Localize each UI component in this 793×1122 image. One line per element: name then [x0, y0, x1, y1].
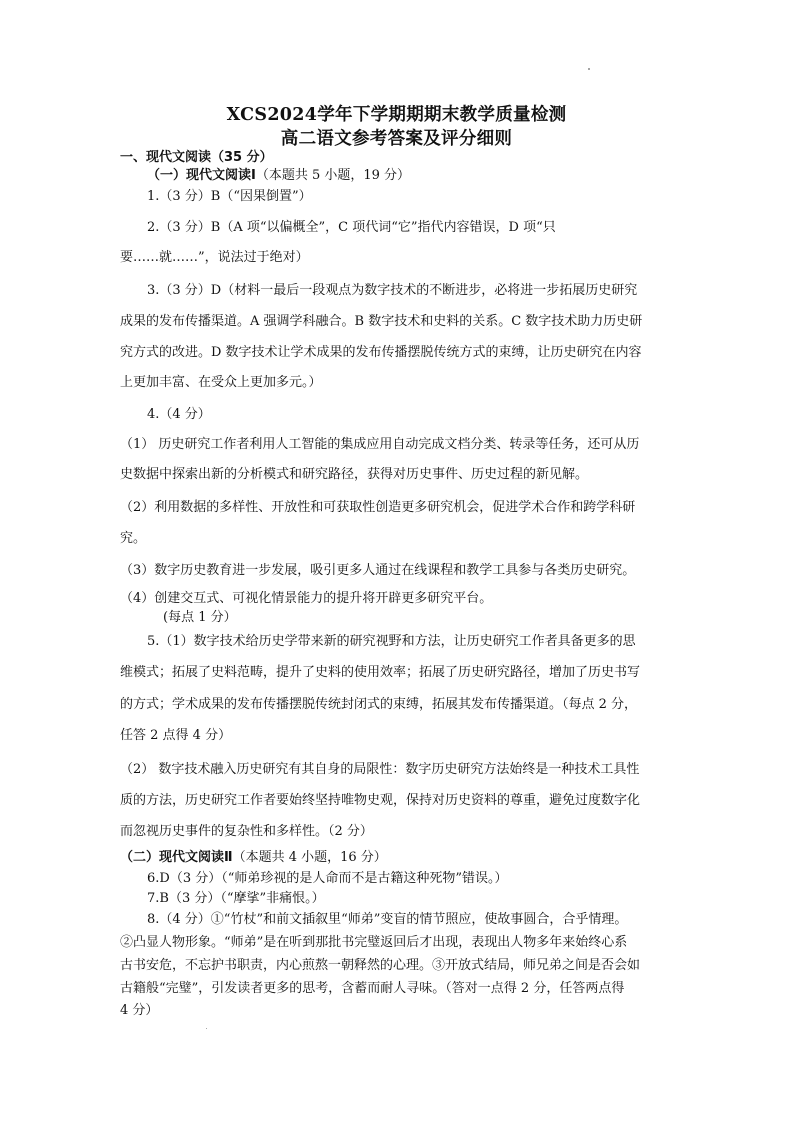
answer-q8-line5: 4 分） [120, 1003, 159, 1018]
subsection-heading-reading-2 [120, 850, 387, 866]
answer-q8-line4: 古籍般“完璧”，引发读者更多的思考，含蓄而耐人寻味。（答对一点得 2 分，任答两点得 [120, 981, 625, 996]
answer-q4-point4: （4）创建交互式、可视化情景能力的提升将开辟更多研究平台。 [120, 591, 493, 606]
answer-q7: 7.B（3 分）（“摩挲”非痛恨。） [147, 891, 325, 906]
subsection-heading-note: （本题共 5 小题，19 分） [255, 168, 411, 183]
answer-q4-point1-line1: （1） 历史研究工作者利用人工智能的集成应用自动完成文档分类、转录等任务，还可从历 [120, 437, 640, 452]
answer-q6: 6.D（3 分）（“师弟珍视的是人命而不是古籍这种死物”错误。） [147, 871, 508, 886]
answer-q4-scoring: (每点 1 分） [163, 610, 237, 625]
answer-q8-line1: 8.（4 分）①“竹杖”和前文插叙里“师弟”变盲的情节照应，使故事圆合，合乎情理。 [147, 912, 628, 927]
answer-q5-part1-line2: 维模式；拓展了史料范畴，提升了史料的使用效率；拓展了历史研究路径，增加了历史书写 [120, 665, 641, 680]
answer-q3-line2: 成果的发布传播渠道。A 强调学科融合。B 数字技术和史料的关系。C 数字技术助力历史研 [120, 314, 643, 329]
answer-q8-line3: 古书安危，不忘护书职责，内心煎熬一朝释然的心理。③开放式结局，师兄弟之间是否会如 [120, 958, 641, 973]
answer-q5-part1-line1: 5.（1）数字技术给历史学带来新的研究视野和方法，让历史研究工作者具备更多的思 [147, 634, 636, 649]
answer-q2-line2: 要……就……”，说法过于绝对） [120, 250, 309, 265]
subsection-heading-label: （一）现代文阅读Ⅰ [147, 168, 256, 183]
answer-q4-point2-line1: （2）利用数据的多样性、开放性和可获取性创造更多研究机会，促进学术合作和跨学科研 [120, 500, 636, 515]
answer-q2-line1: 2.（3 分）B（A 项“以偏概全”，C 项代词“它”指代内容错误，D 项“只 [147, 220, 556, 235]
subsection-heading-note: （本题共 4 小题，16 分） [232, 850, 387, 865]
answer-q1: 1.（3 分）B（“因果倒置”） [147, 189, 312, 204]
document-title-line1: XCS2024学年下学期期期末教学质量检测 [226, 105, 567, 125]
answer-q5-part2-line1: （2） 数字技术融入历史研究有其自身的局限性：数字历史研究方法始终是一种技术工具性 [120, 762, 640, 777]
answer-q3-line4: 上更加丰富、在受众上更加多元。） [120, 375, 322, 390]
subsection-heading-reading-1 [147, 168, 410, 184]
document-title-line2: 高二语文参考答案及评分细则 [280, 129, 513, 149]
answer-q5-part1-line3: 的方式；学术成果的发布传播摆脱传统封闭式的束缚，拓展其发布传播渠道。（每点 2 分， [120, 697, 638, 712]
scan-speck [588, 68, 590, 70]
section-heading-modern-reading: 一、现代文阅读（35 分） [120, 150, 273, 165]
answer-q4-point1-line2: 史数据中探索出新的分析模式和研究路径，获得对历史事件、历史过程的新见解。 [120, 467, 589, 482]
subsection-heading-label: （二）现代文阅读Ⅱ [120, 850, 233, 865]
answer-q4-point2-line2: 究。 [120, 531, 147, 546]
answer-q5-part2-line3: 而忽视历史事件的复杂性和多样性。（2 分） [120, 824, 373, 839]
answer-q4-heading: 4.（4 分） [147, 407, 211, 422]
answer-q5-part1-line4: 任答 2 点得 4 分） [120, 728, 232, 743]
answer-q3-line1: 3.（3 分）D（材料一最后一段观点为数字技术的不断进步，必将进一步拓展历史研究 [147, 283, 638, 298]
answer-q4-point3: （3）数字历史教育进一步发展，吸引更多人通过在线课程和教学工具参与各类历史研究。 [120, 563, 636, 578]
scan-speck [206, 1028, 207, 1029]
answer-q5-part2-line2: 质的方法，历史研究工作者要始终坚持唯物史观，保持对历史资料的尊重，避免过度数字化 [120, 793, 641, 808]
answer-q8-line2: ②凸显人物形象。“师弟”是在听到那批书完璧返回后才出现，表现出人物多年来始终心系 [120, 935, 628, 950]
answer-q3-line3: 究方式的改进。D 数字技术让学术成果的发布传播摆脱传统方式的束缚，让历史研究在内容 [120, 345, 642, 360]
